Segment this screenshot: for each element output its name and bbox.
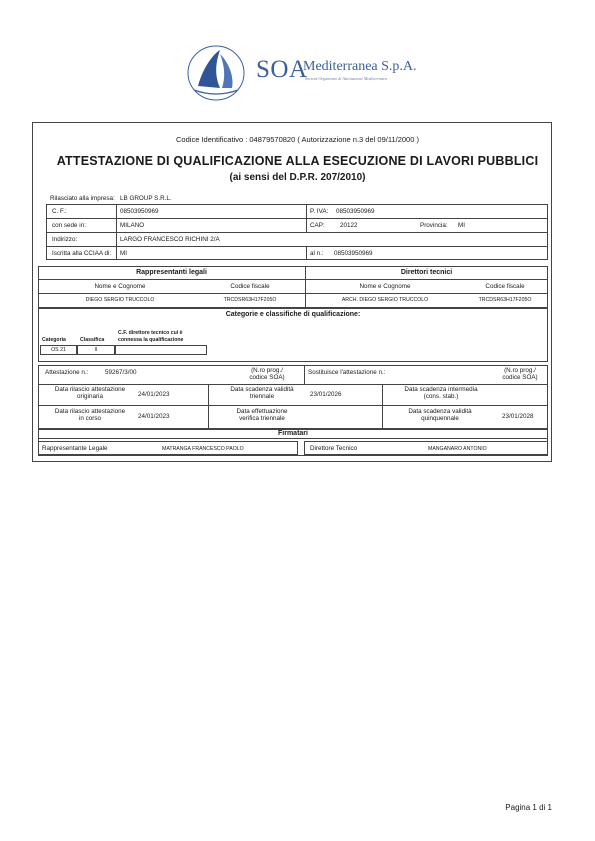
triennial-expiry-label-line2: triennale — [249, 393, 275, 400]
quinquennial-expiry-label-line1: Data scadenza validità — [408, 408, 472, 415]
released-label: Rilasciato alla impresa: — [50, 195, 115, 202]
tech-director-cf: TRCDSR63H17F205O — [478, 297, 532, 303]
current-issue-label-line2: in corso — [78, 415, 102, 422]
current-issue-value: 24/01/2023 — [138, 413, 170, 420]
cciaa-number-value: 08503950969 — [334, 250, 373, 257]
row-divider — [46, 246, 548, 247]
intermediate-expiry-label-line2: (cons. stab.) — [423, 393, 459, 400]
original-issue-label-line2: originaria — [77, 393, 103, 400]
cf-director-header-line2: connessa la qualificazione — [118, 337, 184, 343]
quinquennial-expiry-label — [390, 408, 490, 422]
piva-value: 08503950969 — [336, 208, 375, 215]
triennial-check-label-line2: verifica triennale — [239, 415, 285, 422]
tech-directors-title: Direttori tecnici — [400, 269, 453, 276]
category-header: Categoria — [42, 337, 66, 343]
intermediate-expiry-label-line1: Data scadenza intermedia — [404, 386, 478, 393]
triennial-check-label — [212, 408, 312, 422]
col-divider — [304, 365, 305, 384]
legal-rep-cf: TRCDSR63H17F205O — [223, 297, 277, 303]
replaces-label: Sostituisce l'attestazione n.: — [308, 369, 386, 376]
cap-label: CAP: — [310, 222, 325, 229]
seat-value: MILANO — [120, 222, 145, 229]
cf-director-header — [118, 330, 183, 344]
row-divider — [46, 232, 548, 233]
row-divider — [46, 218, 548, 219]
triennial-expiry-label-line1: Data scadenza validità — [230, 386, 294, 393]
class-value: II — [94, 347, 98, 353]
table-cell — [115, 345, 207, 355]
logo-mediterranea-text: Mediterranea S.p.A. — [303, 59, 417, 74]
province-label: Provincia: — [420, 222, 448, 229]
cciaa-label: Iscritta alla CCIAA di: — [52, 250, 112, 257]
legal-rep-name: DIEGO SERGIO TRUCCOLO — [85, 297, 155, 303]
tech-cf-header: Codice fiscale — [485, 283, 525, 290]
cf-value: 08503950969 — [120, 208, 159, 215]
current-issue-label-line1: Data rilascio attestazione — [54, 408, 126, 415]
triennial-expiry-label — [212, 386, 312, 400]
col-divider — [382, 384, 383, 429]
original-issue-value: 24/01/2023 — [138, 391, 170, 398]
identification-code: Codice Identificativo : 04879570820 ( Autorizzazione n.3 del 09/11/2000 ) — [176, 135, 419, 144]
logo-soa-text: SOA — [256, 56, 308, 83]
replaces-note-line1: (N.ro prog./ — [504, 367, 536, 374]
attestation-num-value: 59267/3/00 — [105, 369, 137, 376]
legal-cf-header: Codice fiscale — [230, 283, 270, 290]
attestation-num-note — [232, 367, 302, 381]
seat-label: con sede in: — [52, 222, 86, 229]
legal-signer-value: MATRANGA FRANCESCO PAOLO — [162, 446, 244, 452]
quinquennial-expiry-label-line2: quinquennale — [421, 415, 459, 422]
cap-value: 20122 — [340, 222, 358, 229]
attestation-num-note-line1: (N.ro prog./ — [251, 367, 283, 374]
released-value: LB GROUP S.R.L. — [120, 195, 172, 202]
province-value: MI — [458, 222, 465, 229]
attestation-num-note-line2: codice SOA) — [249, 374, 285, 381]
quinquennial-expiry-value: 23/01/2028 — [502, 413, 534, 420]
tech-name-header: Nome e Cognome — [359, 283, 411, 290]
col-divider — [306, 204, 307, 232]
tech-signer-label: Direttore Tecnico — [310, 445, 358, 452]
row-divider — [38, 405, 548, 406]
legal-signer-label: Rappresentante Legale — [42, 445, 108, 452]
intermediate-expiry-label — [386, 386, 496, 400]
triennial-check-label-line1: Data effettuazione — [236, 408, 288, 415]
tech-director-name: ARCH. DIEGO SERGIO TRUCCOLO — [341, 297, 429, 303]
cciaa-value: MI — [120, 250, 127, 257]
signers-title: Firmatari — [278, 430, 308, 437]
replaces-note — [494, 367, 546, 381]
address-label: Indirizzo: — [52, 236, 78, 243]
soa-logo-emblem — [186, 44, 246, 102]
original-issue-label-line1: Data rilascio attestazione — [54, 386, 126, 393]
col-divider — [116, 204, 117, 260]
cciaa-number-label: al n.: — [310, 250, 324, 257]
col-divider — [306, 246, 307, 260]
soa-logo-wordmark — [256, 56, 417, 84]
row-divider — [38, 438, 548, 439]
document-title: ATTESTAZIONE DI QUALIFICAZIONE ALLA ESECUZIONE DI LAVORI PUBBLICI — [56, 154, 539, 168]
cf-director-header-line1: C.F. direttore tecnico cui è — [118, 330, 183, 336]
piva-label: P. IVA: — [310, 208, 329, 215]
page-number: Pagina 1 di 1 — [505, 803, 552, 812]
address-value: LARGO FRANCESCO RICHINI 2/A — [120, 236, 220, 243]
category-value: OS 21 — [51, 347, 66, 353]
document-subtitle: (ai sensi del D.P.R. 207/2010) — [229, 172, 366, 183]
legal-name-header: Nome e Cognome — [94, 283, 146, 290]
original-issue-label — [40, 386, 140, 400]
tech-signer-value: MANGANARO ANTONIO — [428, 446, 487, 452]
replaces-note-line2: codice SOA) — [502, 374, 538, 381]
row-divider — [38, 384, 548, 385]
row-divider — [38, 293, 548, 294]
triennial-expiry-value: 23/01/2026 — [310, 391, 342, 398]
logo-tagline: Società Organismo di Attestazione Mediterranea — [305, 76, 387, 81]
class-header: Classifica — [80, 337, 105, 343]
col-divider — [208, 384, 209, 429]
row-divider — [38, 279, 548, 280]
categories-title: Categorie e classifiche di qualificazione: — [225, 311, 361, 318]
cf-label: C. F.: — [52, 208, 67, 215]
attestation-num-label: Attestazione n.: — [45, 369, 89, 376]
current-issue-label — [40, 408, 140, 422]
legal-reps-title: Rappresentanti legali — [136, 269, 207, 276]
